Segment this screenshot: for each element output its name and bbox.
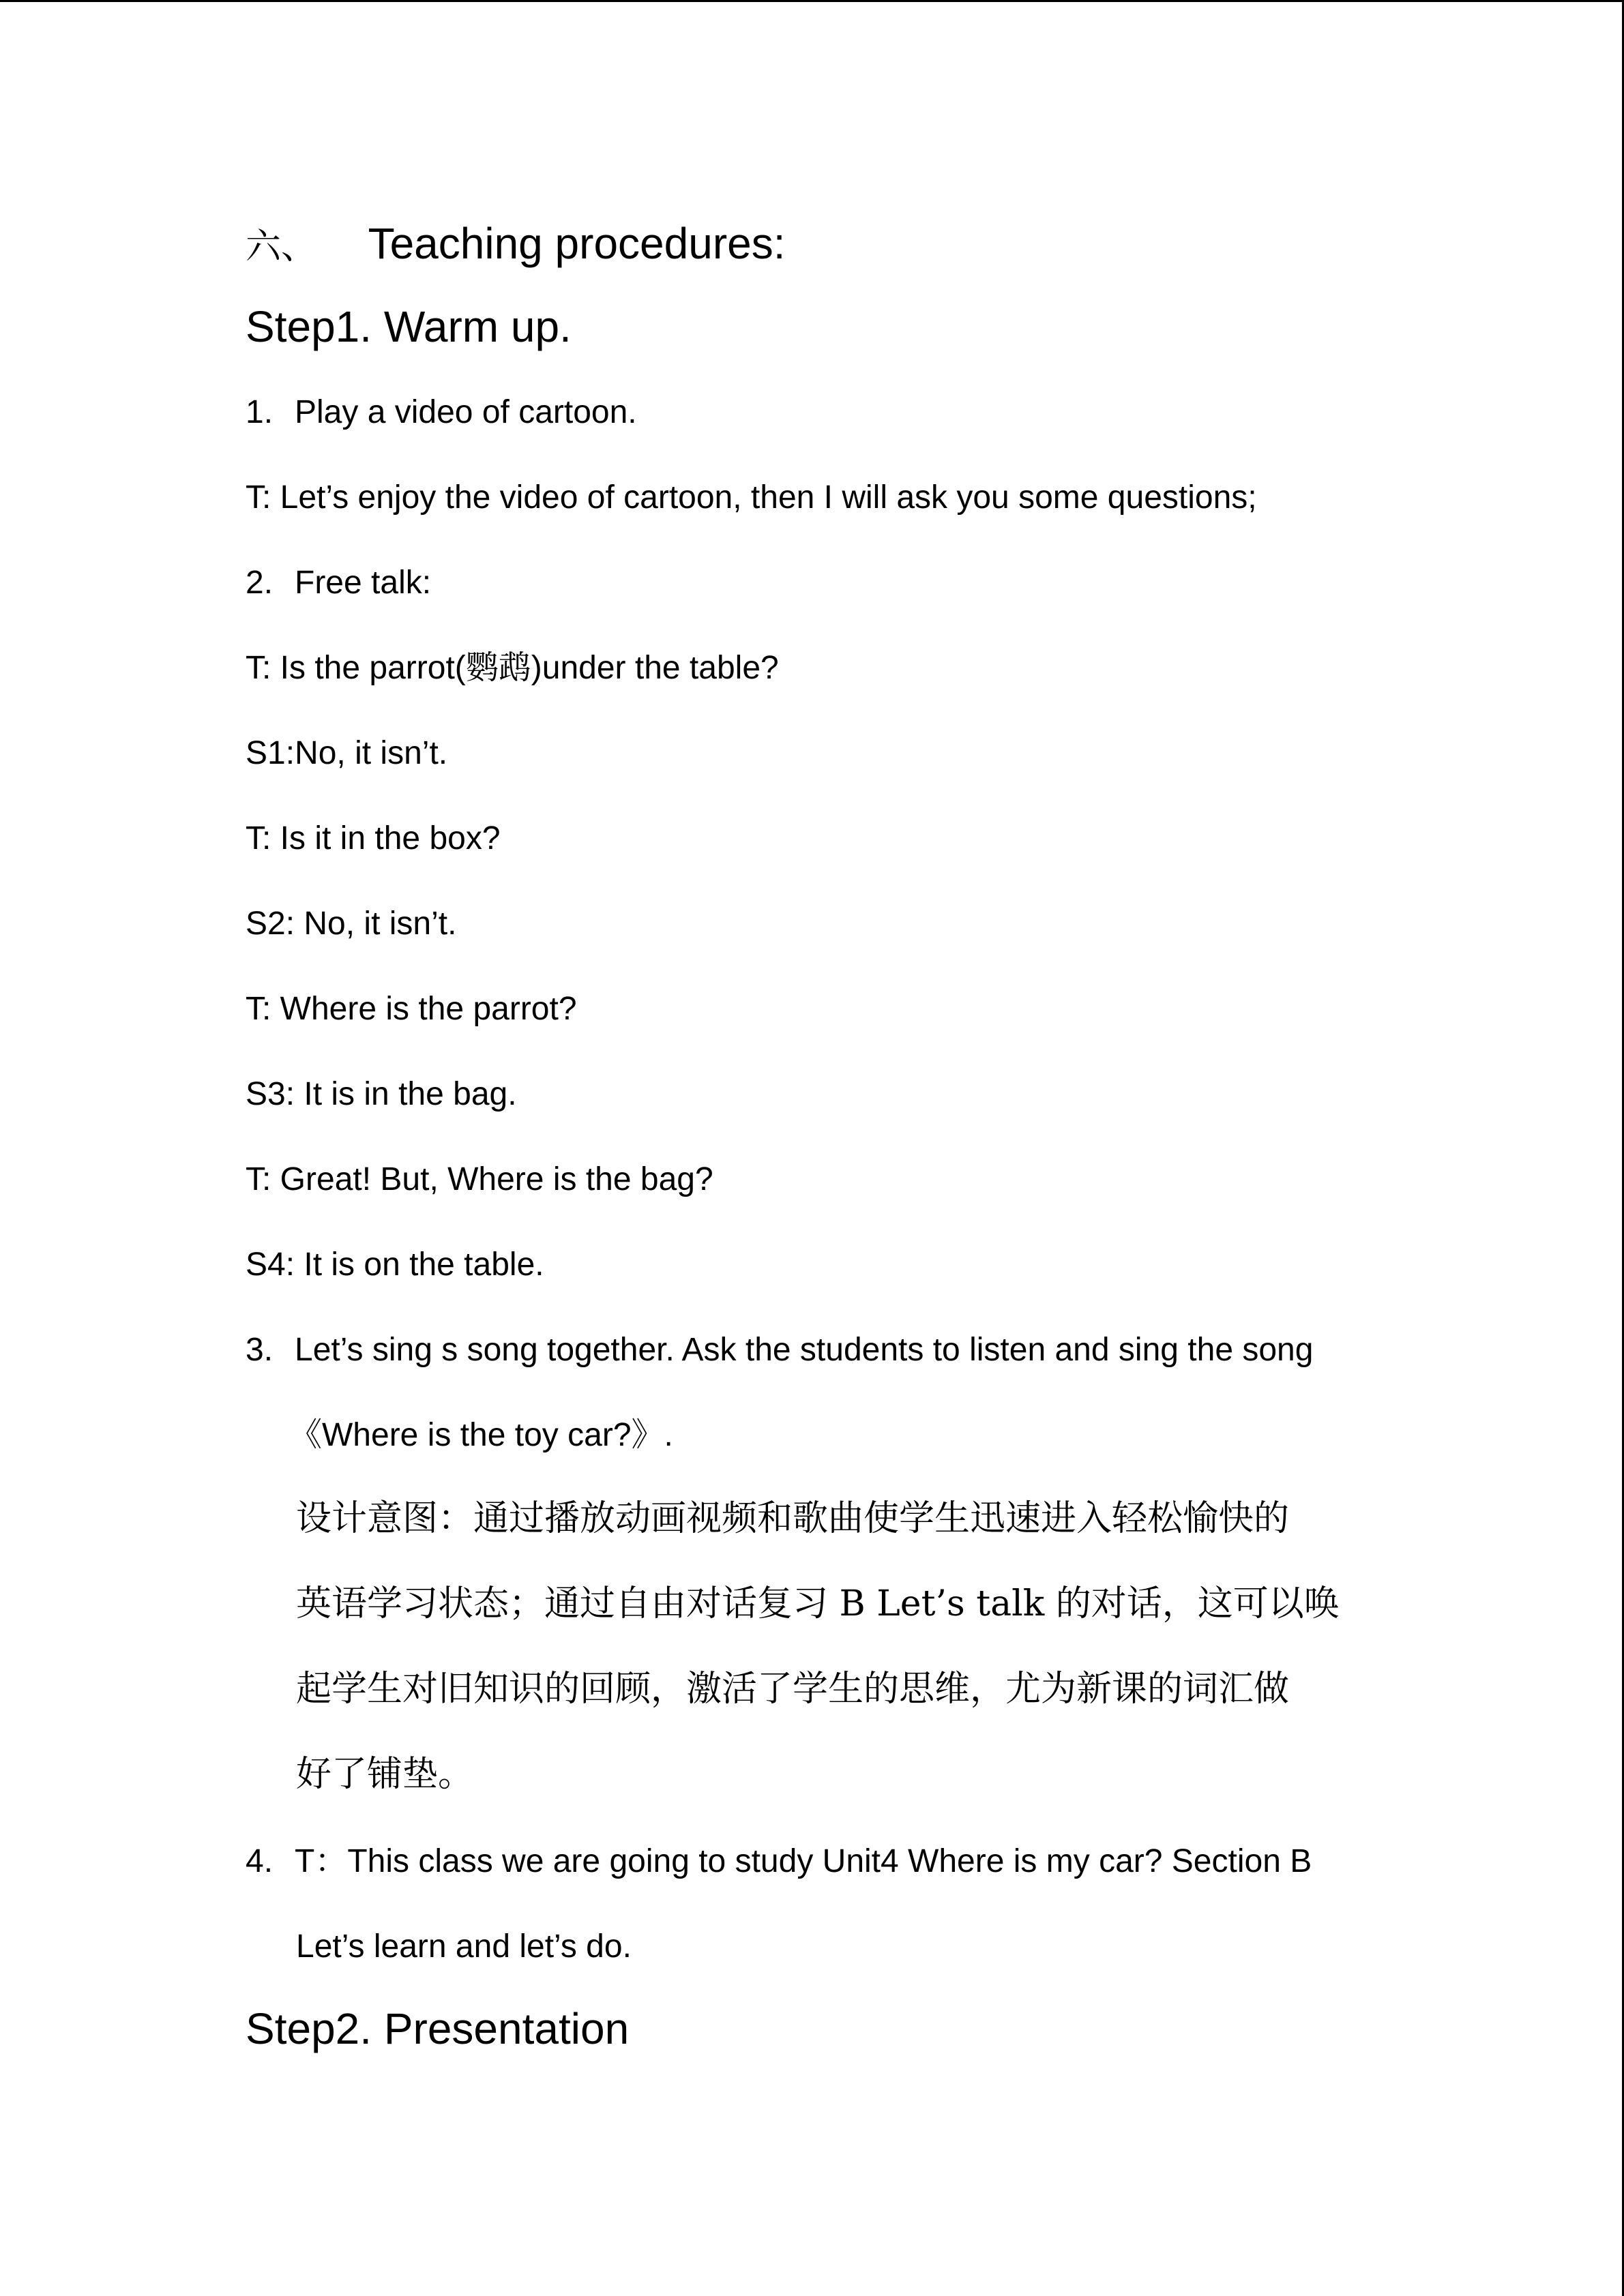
list-item-number: 1. xyxy=(246,394,274,430)
design-intent-line: 起学生对旧知识的回顾，激活了学生的思维，尤为新课的词汇做 xyxy=(296,1669,1290,1710)
dialogue-line: T: Is the parrot(鹦鹉)under the table? xyxy=(246,650,779,686)
dialogue-line: S4: It is on the table. xyxy=(246,1247,544,1283)
list-item-number: 4. xyxy=(246,1843,274,1879)
dialogue-line: S1:No, it isn’t. xyxy=(246,735,448,771)
list-item-number: 2. xyxy=(246,565,274,601)
list-item-2 xyxy=(246,563,431,603)
design-intent-line: 好了铺垫。 xyxy=(296,1754,474,1795)
dialogue-line: T: Where is the parrot? xyxy=(246,991,577,1027)
step1-title: Step1. Warm up. xyxy=(246,302,572,351)
dialogue-line: T: Is it in the box? xyxy=(246,820,501,856)
dialogue-line: S3: It is in the bag. xyxy=(246,1076,517,1112)
design-intent-line: 英语学习状态；通过自由对话复习 B Let’s talk 的对话，这可以唤 xyxy=(296,1583,1340,1624)
list-item-4-continuation: Let’s learn and let’s do. xyxy=(296,1928,632,1965)
list-item-4 xyxy=(246,1841,1312,1882)
step2-title: Step2. Presentation xyxy=(246,2004,630,2053)
list-item-text: T：This class we are going to study Unit4 Where is my car? Section B xyxy=(295,1843,1312,1879)
section-heading xyxy=(246,216,786,274)
list-item-text: Let’s sing s song together. Ask the students to listen and sing the song xyxy=(295,1332,1314,1368)
list-item-number: 3. xyxy=(246,1332,274,1368)
list-item-3-continuation: 《Where is the toy car?》. xyxy=(289,1417,673,1453)
section-heading-text: Teaching procedures: xyxy=(368,219,786,268)
dialogue-line: T: Great! But, Where is the bag? xyxy=(246,1161,713,1197)
design-intent-line: 设计意图：通过播放动画视频和歌曲使学生迅速进入轻松愉快的 xyxy=(296,1498,1290,1539)
list-item-3 xyxy=(246,1330,1313,1371)
section-heading-marker: 六、 xyxy=(246,226,317,267)
list-item-1 xyxy=(246,392,637,433)
paragraph-line: T: Let’s enjoy the video of cartoon, then I will ask you some questions; xyxy=(246,479,1257,516)
dialogue-line: S2: No, it isn’t. xyxy=(246,906,457,942)
list-item-text: Play a video of cartoon. xyxy=(295,394,637,430)
list-item-text: Free talk: xyxy=(295,565,432,601)
